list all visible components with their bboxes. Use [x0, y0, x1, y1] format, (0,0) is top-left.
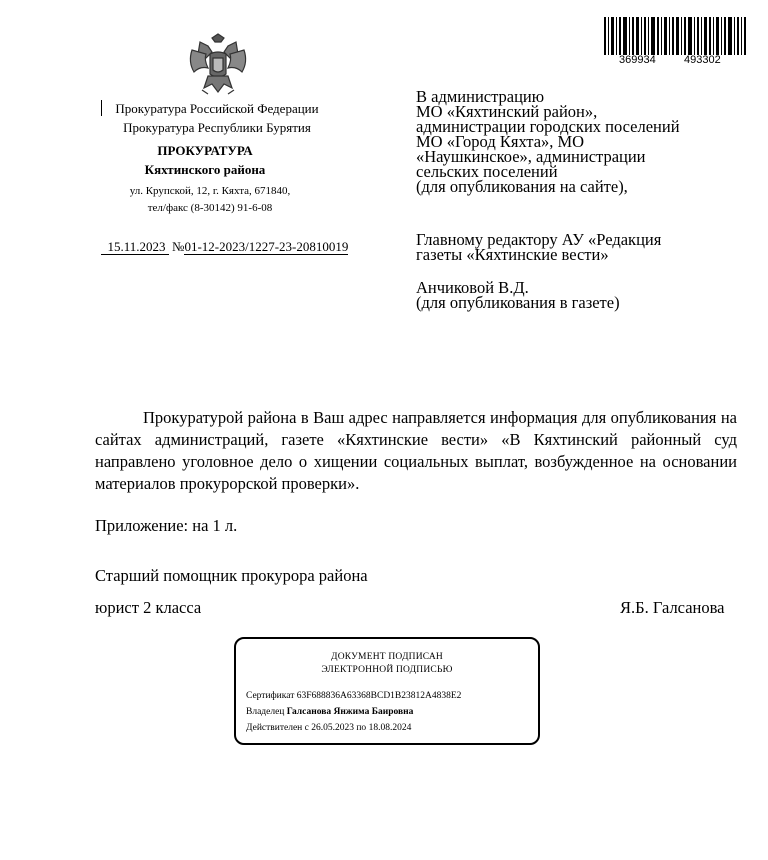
org-phone: тел/факс (8-30142) 91-6-08 — [147, 202, 273, 214]
stamp-owner-value: Галсанова Янжима Баировна — [286, 707, 414, 717]
recipient-block-2 — [416, 232, 661, 262]
org-title: ПРОКУРАТУРА — [157, 143, 253, 158]
stamp-owner-label: Владелец — [246, 707, 285, 717]
stamp-certificate — [246, 691, 461, 701]
recipient-block-1 — [416, 89, 680, 194]
stamp-title-2: ЭЛЕКТРОННОЙ ПОДПИСЬЮ — [321, 665, 453, 675]
recipient-line: В администрацию — [416, 87, 545, 106]
stamp-valid-to: 18.08.2024 — [368, 723, 412, 733]
reg-number: 01-12-2023/1227-23-20810019 — [184, 239, 349, 254]
org-republic: Прокуратура Республики Бурятия — [123, 120, 311, 135]
recipient-line: Анчиковой В.Д. — [416, 278, 529, 297]
stamp-valid-label: Действителен — [246, 723, 303, 733]
signer-name: Я.Б. Галсанова — [620, 598, 725, 617]
stamp-cert-value: 63F688836A63368BCD1B23812A4838E2 — [296, 691, 462, 701]
recipient-line: (для опубликования на сайте), — [416, 177, 628, 196]
stamp-validity — [246, 723, 411, 733]
recipient-line: (для опубликования в газете) — [416, 293, 620, 312]
barcode-number-left: 369934 — [619, 54, 656, 66]
attachment-note: Приложение: на 1 л. — [95, 516, 238, 535]
recipient-block-3 — [416, 280, 620, 310]
stamp-title-1: ДОКУМЕНТ ПОДПИСАН — [331, 652, 443, 662]
stamp-cert-label: Сертификат — [246, 691, 295, 701]
reg-date: 15.11.2023 — [107, 239, 166, 254]
stamp-from-label: с — [304, 723, 309, 733]
stamp-owner — [246, 707, 413, 717]
barcode-number-right: 493302 — [684, 54, 721, 66]
coat-of-arms-icon — [186, 32, 250, 98]
letter-body: Прокуратурой района в Ваш адрес направляется информация для опубликования на сайтах администраций, газете «Кяхтинские вести» «В Кяхтинский районный суд направлено уголовное дело о хищении социальных выплат, возбужденное на основании материалов прокурорской проверки». — [95, 408, 737, 493]
org-district: Кяхтинского района — [144, 162, 266, 177]
text-cursor — [101, 100, 102, 116]
recipient-line: Главному редактору АУ «Редакция — [416, 230, 662, 249]
signer-rank: юрист 2 класса — [95, 598, 202, 617]
barcode — [604, 17, 746, 55]
e-signature-stamp — [234, 637, 540, 745]
org-federal: Прокуратура Российской Федерации — [115, 101, 319, 116]
stamp-valid-from: 26.05.2023 — [311, 723, 354, 733]
recipient-line: администрации городских поселений — [416, 117, 680, 136]
recipient-line: «Наушкинское», администрации — [416, 147, 646, 166]
recipient-line: сельских поселений — [416, 162, 558, 181]
recipient-line: МО «Кяхтинский район», — [416, 102, 598, 121]
stamp-to-label: по — [356, 723, 367, 733]
org-address: ул. Крупской, 12, г. Кяхта, 671840, — [129, 185, 291, 197]
recipient-line: газеты «Кяхтинские вести» — [416, 245, 609, 264]
registration-line — [101, 239, 348, 255]
recipient-line: МО «Город Кяхта», МО — [416, 132, 585, 151]
signer-position: Старший помощник прокурора района — [95, 566, 368, 585]
reg-number-label: № — [172, 239, 185, 254]
